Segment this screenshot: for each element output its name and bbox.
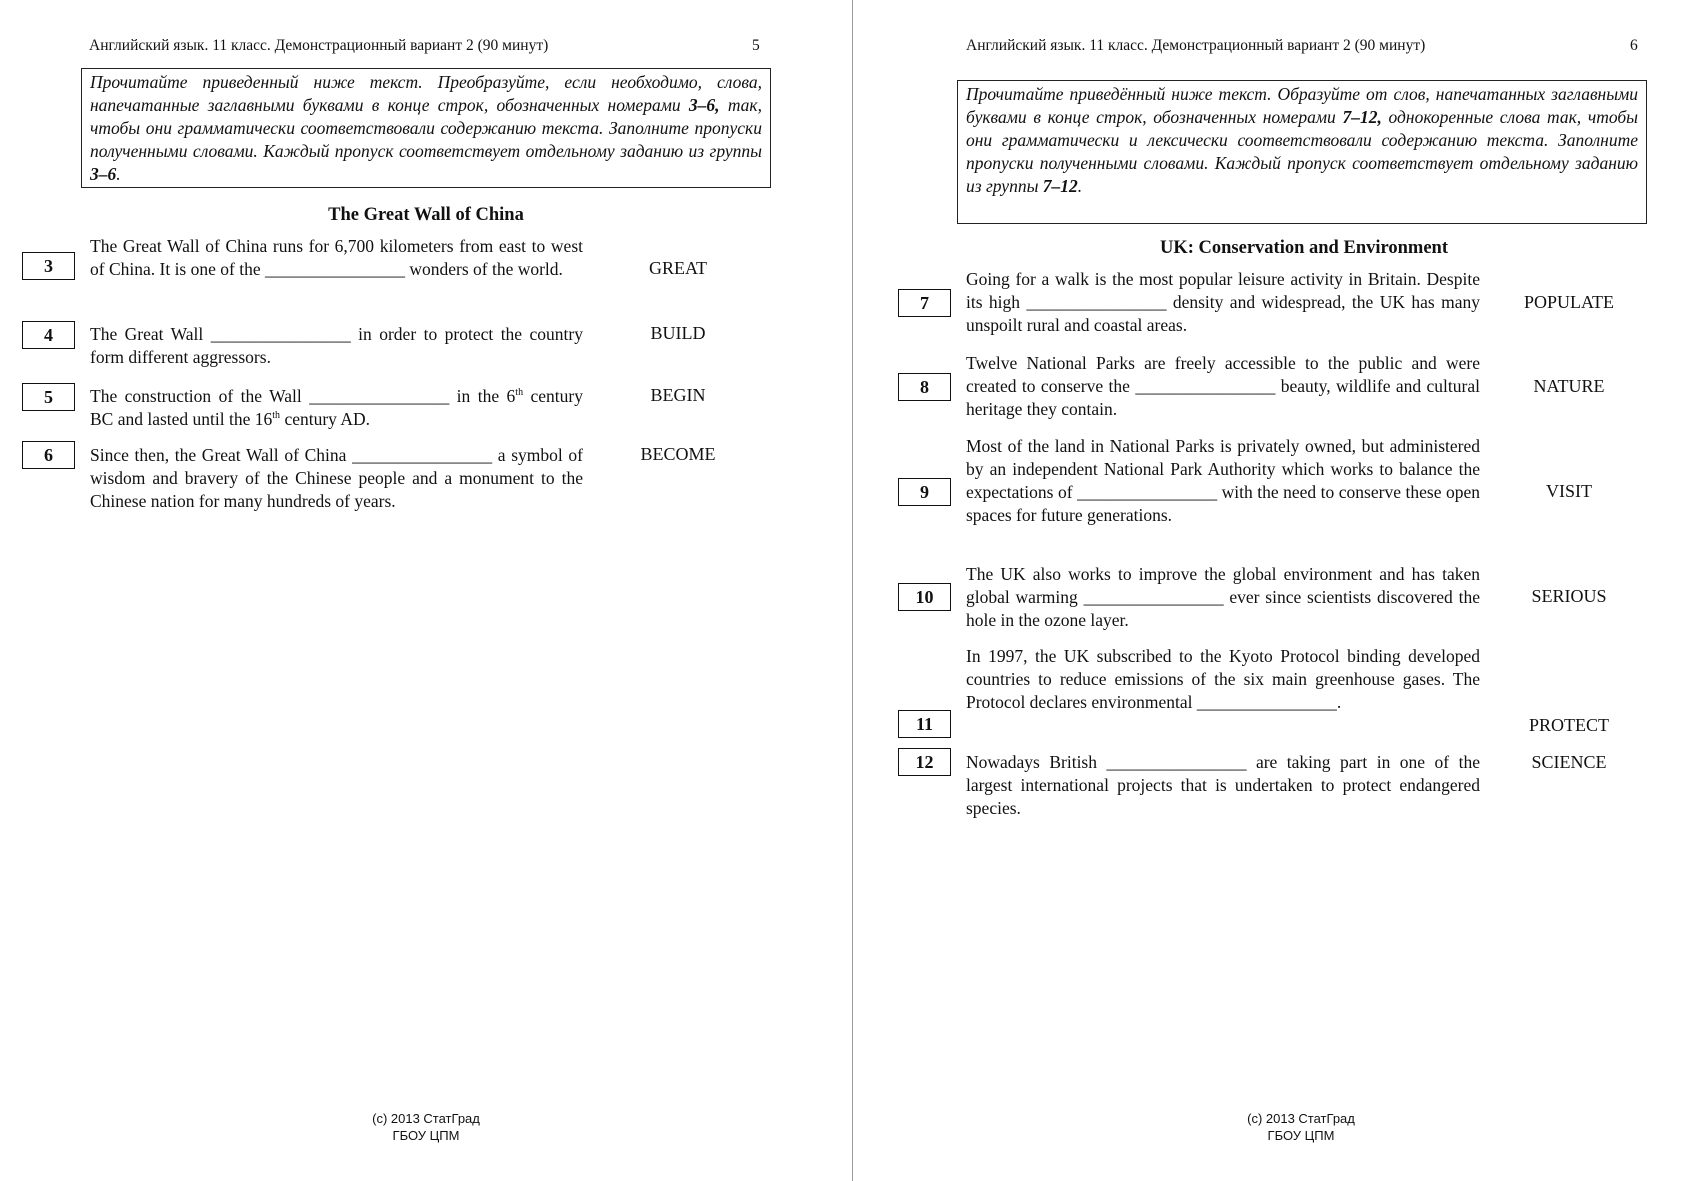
instruction-text: . bbox=[116, 164, 121, 184]
instruction-box bbox=[81, 68, 771, 188]
task-number-box: 10 bbox=[898, 583, 951, 611]
task-text: Nowadays British bbox=[966, 752, 1107, 772]
footer-copyright: (c) 2013 СтатГрад bbox=[372, 1111, 480, 1126]
task-text: century AD. bbox=[280, 409, 370, 429]
task-keyword: BECOME bbox=[640, 444, 716, 464]
task-number-box: 4 bbox=[22, 321, 75, 349]
task-text: The Great Wall bbox=[90, 324, 211, 344]
task-text: In 1997, the UK subscribed to the Kyoto Protocol binding developed countries to reduce emissions of the six main greenhouse gases. The Protocol declares environmental bbox=[966, 646, 1480, 712]
task-paragraph bbox=[90, 323, 583, 369]
task-keyword: BUILD bbox=[650, 323, 706, 343]
task-paragraph bbox=[90, 444, 583, 513]
right-page bbox=[854, 0, 1708, 1181]
answer-blank[interactable]: ________________ bbox=[352, 445, 493, 465]
task-text: The UK also works to improve the global environment and has taken global warming bbox=[966, 564, 1480, 607]
superscript: th bbox=[272, 410, 281, 422]
task-text: Most of the land in National Parks is privately owned, but administered by an independent National Park Authority which works to balance the expectations of bbox=[966, 436, 1480, 502]
task-text: with the need to conserve these open spaces for future generations. bbox=[966, 482, 1480, 525]
footer-org: ГБОУ ЦПМ bbox=[1267, 1128, 1335, 1143]
instruction-range: 3–6 bbox=[90, 164, 117, 184]
page-header: Английский язык. 11 класс. Демонстрационный вариант 2 (90 минут) bbox=[89, 37, 549, 54]
task-paragraph bbox=[90, 235, 583, 281]
instruction-text: так, чтобы они грамматически соответствовали содержанию текста. Заполните пропуски полученными словами. Каждый пропуск соответствует отдельному заданию из группы bbox=[90, 95, 762, 161]
footer-org: ГБОУ ЦПМ bbox=[392, 1128, 460, 1143]
instruction-text: Прочитайте приведённый ниже текст. Образуйте от слов, напечатанных заглавными буквами в конце строк, обозначенных номерами bbox=[966, 84, 1638, 127]
answer-blank[interactable]: ________________ bbox=[210, 324, 351, 344]
left-page bbox=[0, 0, 852, 1181]
task-number-box: 11 bbox=[898, 710, 951, 738]
task-text: . bbox=[1336, 692, 1342, 712]
task-keyword: NATURE bbox=[1533, 376, 1605, 396]
task-text: The Great Wall of China runs for 6,700 kilometers from east to west of China. It is one of the bbox=[90, 236, 583, 279]
answer-blank[interactable]: ________________ bbox=[1135, 376, 1276, 396]
answer-blank[interactable]: ________________ bbox=[1196, 692, 1337, 712]
page-footer bbox=[300, 1110, 552, 1144]
text-title: UK: Conservation and Environment bbox=[1160, 238, 1448, 258]
task-paragraph bbox=[966, 751, 1480, 820]
task-text: century BC and lasted until the 16 bbox=[90, 386, 583, 429]
page-divider bbox=[852, 0, 853, 1181]
answer-blank[interactable]: ________________ bbox=[1026, 292, 1167, 312]
task-number-box: 12 bbox=[898, 748, 951, 776]
task-paragraph bbox=[90, 385, 583, 431]
answer-blank[interactable]: ________________ bbox=[309, 386, 450, 406]
task-text: density and widespread, the UK has many unspoilt rural and coastal areas. bbox=[966, 292, 1480, 335]
page-number: 6 bbox=[1630, 37, 1638, 54]
task-text: in the 6 bbox=[449, 386, 516, 406]
task-number-box: 5 bbox=[22, 383, 75, 411]
task-text: in order to protect the country form different aggressors. bbox=[90, 324, 583, 367]
task-text: are taking part in one of the largest international projects that is undertaken to protect endangered species. bbox=[966, 752, 1480, 818]
task-keyword: SERIOUS bbox=[1531, 586, 1607, 606]
task-number-box: 9 bbox=[898, 478, 951, 506]
page-footer bbox=[1175, 1110, 1427, 1144]
text-title: The Great Wall of China bbox=[328, 205, 524, 225]
task-paragraph bbox=[966, 645, 1480, 714]
task-keyword: SCIENCE bbox=[1531, 752, 1607, 772]
task-paragraph bbox=[966, 352, 1480, 421]
task-number-box: 3 bbox=[22, 252, 75, 280]
instruction-box bbox=[957, 80, 1647, 224]
answer-blank[interactable]: ________________ bbox=[1106, 752, 1247, 772]
task-text: wonders of the world. bbox=[404, 259, 563, 279]
instruction-range: 7–12, bbox=[1342, 107, 1382, 127]
task-paragraph bbox=[966, 435, 1480, 527]
instruction-text: Прочитайте приведенный ниже текст. Преобразуйте, если необходимо, слова, напечатанные заглавными буквами в конце строк, обозначенных номерами bbox=[90, 72, 762, 115]
task-text: Going for a walk is the most popular leisure activity in Britain. Despite its high bbox=[966, 269, 1480, 312]
instruction-range: 7–12 bbox=[1042, 176, 1078, 196]
answer-blank[interactable]: ________________ bbox=[1077, 482, 1218, 502]
answer-blank[interactable]: ________________ bbox=[264, 259, 405, 279]
task-number-box: 6 bbox=[22, 441, 75, 469]
task-number-box: 7 bbox=[898, 289, 951, 317]
task-keyword: VISIT bbox=[1546, 481, 1592, 501]
task-text: beauty, wildlife and cultural heritage they contain. bbox=[966, 376, 1480, 419]
task-text: ever since scientists discovered the hole in the ozone layer. bbox=[966, 587, 1480, 630]
footer-copyright: (c) 2013 СтатГрад bbox=[1247, 1111, 1355, 1126]
task-keyword: PROTECT bbox=[1528, 715, 1609, 735]
task-text: Twelve National Parks are freely accessible to the public and were created to conserve the bbox=[966, 353, 1480, 396]
task-text: The construction of the Wall bbox=[90, 386, 310, 406]
task-text: a symbol of wisdom and bravery of the Chinese people and a monument to the Chinese nation for many hundreds of years. bbox=[90, 445, 584, 511]
instruction-range: 3–6, bbox=[688, 95, 720, 115]
superscript: th bbox=[515, 387, 524, 399]
task-keyword: BEGIN bbox=[650, 385, 706, 405]
instruction-text: однокоренные слова так, чтобы они грамматически и лексически соответствовали содержанию текста. Заполните пропуски полученными словами. Каждый пропуск соответствует отдельному заданию из группы bbox=[966, 107, 1638, 196]
page-header: Английский язык. 11 класс. Демонстрационный вариант 2 (90 минут) bbox=[966, 37, 1426, 54]
task-paragraph bbox=[966, 563, 1480, 632]
task-text: Since then, the Great Wall of China bbox=[90, 445, 353, 465]
page-number: 5 bbox=[752, 37, 760, 54]
task-number-box: 8 bbox=[898, 373, 951, 401]
instruction-text: . bbox=[1077, 176, 1083, 196]
task-keyword: POPULATE bbox=[1523, 292, 1614, 312]
task-paragraph bbox=[966, 268, 1480, 337]
task-keyword: GREAT bbox=[649, 258, 707, 278]
answer-blank[interactable]: ________________ bbox=[1083, 587, 1224, 607]
